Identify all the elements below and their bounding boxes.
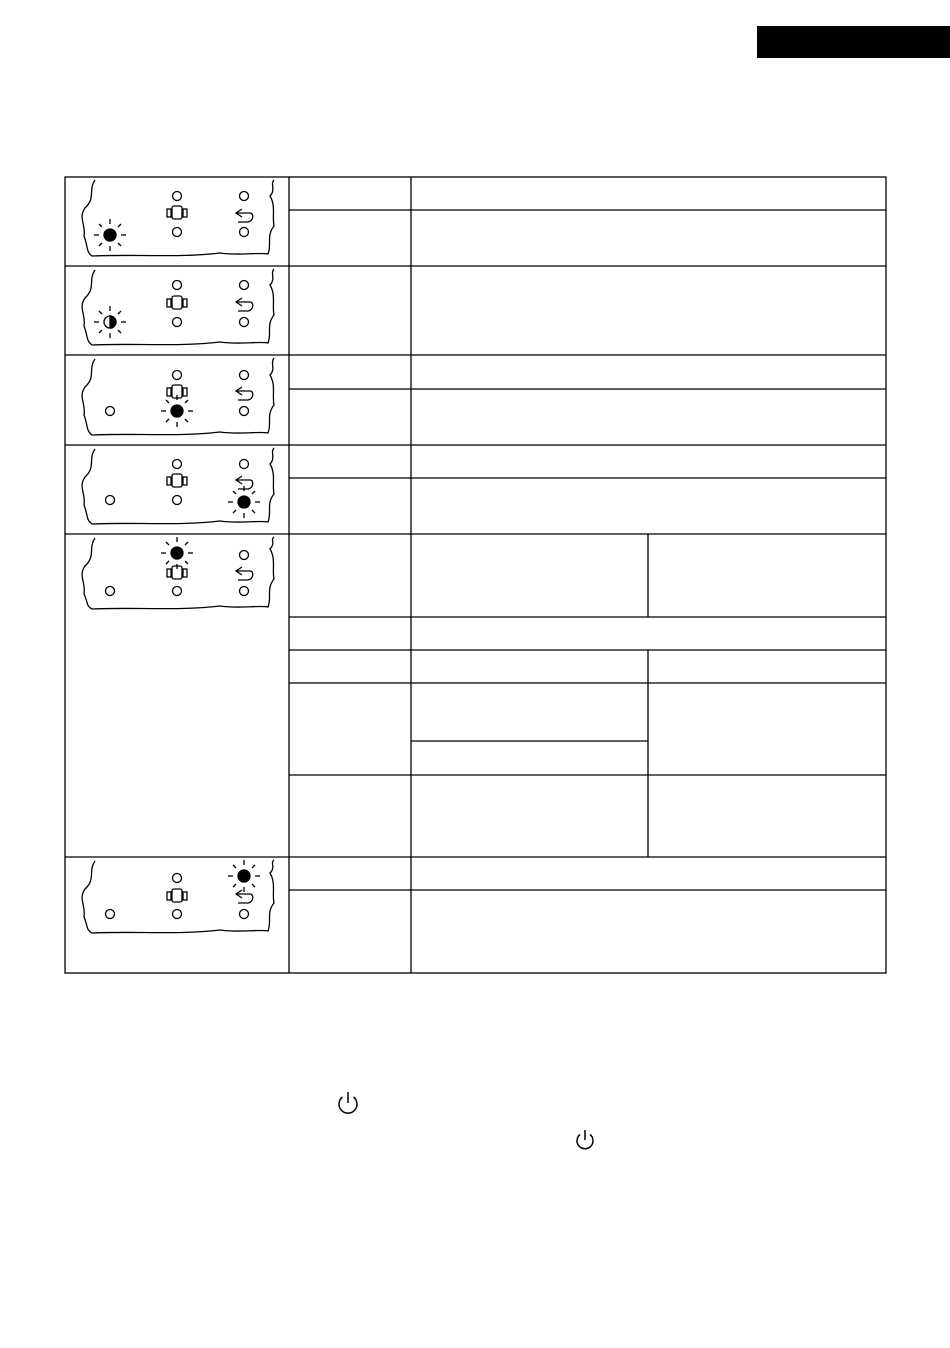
blinking-light xyxy=(161,537,193,569)
indicator-light xyxy=(173,281,182,290)
indicator-light xyxy=(240,551,249,560)
indicator-light xyxy=(173,371,182,380)
table-border xyxy=(65,177,886,973)
indicator-light xyxy=(106,587,115,596)
indicator-light xyxy=(240,371,249,380)
indicator-panel xyxy=(82,358,274,435)
indicator-light xyxy=(106,910,115,919)
indicator-light xyxy=(240,281,249,290)
indicator-panel xyxy=(82,860,274,933)
return-to-base-icon xyxy=(236,298,253,311)
indicator-light xyxy=(173,496,182,505)
indicator-light xyxy=(240,318,249,327)
cleaning-robot-icon xyxy=(167,296,187,309)
indicator-panel xyxy=(82,269,274,345)
indicator-light xyxy=(240,587,249,596)
cleaning-robot-icon xyxy=(167,474,187,487)
return-to-base-icon xyxy=(236,209,253,222)
power-icon xyxy=(573,1128,597,1154)
indicator-light xyxy=(173,192,182,201)
blinking-light xyxy=(228,860,260,892)
indicator-light xyxy=(173,874,182,883)
power-icon xyxy=(335,1090,361,1118)
indicator-panel xyxy=(82,537,274,609)
indicator-light xyxy=(173,318,182,327)
indicator-panel xyxy=(82,448,274,524)
indicator-light xyxy=(173,587,182,596)
indicator-light xyxy=(173,910,182,919)
blinking-light xyxy=(94,219,126,251)
return-to-base-icon xyxy=(236,567,253,580)
half-blinking-light xyxy=(94,306,126,338)
indicator-light xyxy=(240,192,249,201)
blinking-light xyxy=(228,486,260,518)
return-to-base-icon xyxy=(236,387,253,400)
indicator-light xyxy=(106,407,115,416)
indicator-light xyxy=(173,460,182,469)
blinking-light xyxy=(161,395,193,427)
indicator-light xyxy=(240,228,249,237)
cleaning-robot-icon xyxy=(167,889,187,902)
indicator-light xyxy=(240,910,249,919)
indicator-light xyxy=(240,460,249,469)
indicator-light xyxy=(240,407,249,416)
indicator-light xyxy=(173,228,182,237)
cleaning-robot-icon xyxy=(167,206,187,219)
indicator-panel xyxy=(82,180,274,256)
indicator-light xyxy=(106,496,115,505)
